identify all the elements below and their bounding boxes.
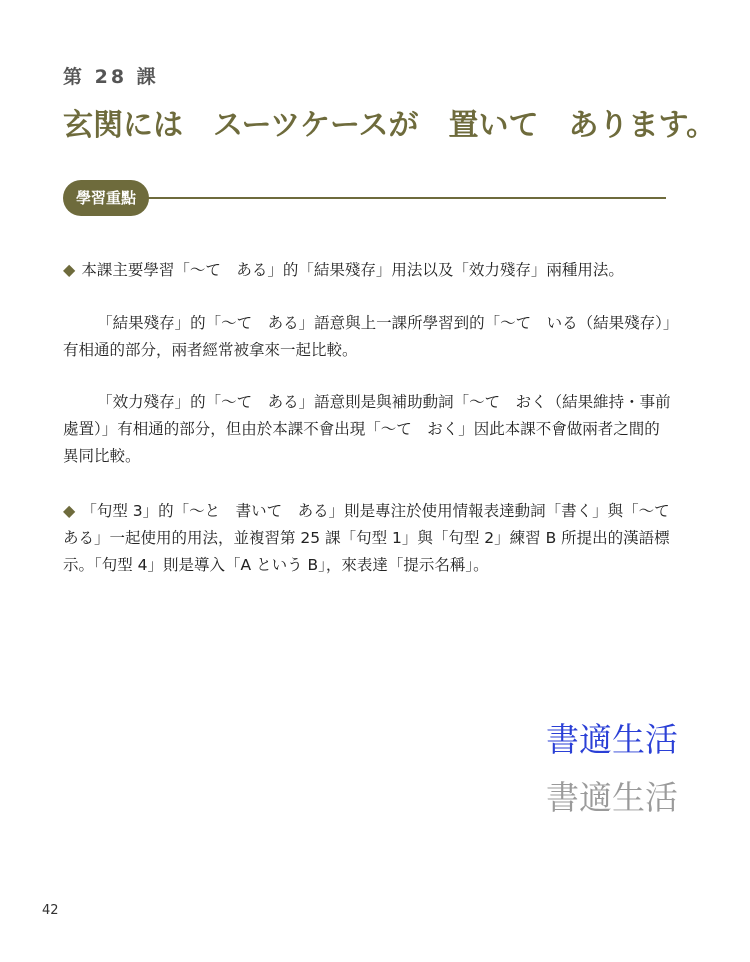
- paragraph-4: [63, 497, 686, 579]
- paragraph-2: [63, 310, 673, 364]
- lesson-title: 玄関には スーツケースが 置いて あります。: [63, 108, 717, 143]
- paragraph-text: 「效力殘存」的「〜て ある」語意則是與補助動詞「〜て おく（結果維持・事前處置）」有相通的部分，但由於本課不會出現「〜て おく」因此本課不會做兩者之間的異同比較。: [63, 393, 671, 465]
- lesson-number: 第 28 課: [63, 66, 159, 88]
- section-header: [63, 180, 666, 216]
- paragraph-text: 「結果殘存」的「〜て ある」語意與上一課所學習到的「〜て いる（結果殘存）」有相通的部分，兩者經常被拿來一起比較。: [63, 314, 671, 359]
- paragraph-text: 本課主要學習「〜て ある」的「結果殘存」用法以及「效力殘存」兩種用法。: [81, 261, 624, 279]
- diamond-bullet-icon: ◆: [63, 501, 76, 520]
- paragraph-3: [63, 389, 673, 470]
- diamond-bullet-icon: ◆: [63, 260, 76, 279]
- page-number: 42: [42, 903, 59, 918]
- watermark-gray: 書適生活: [546, 778, 678, 817]
- watermark-blue: 書適生活: [546, 720, 678, 759]
- paragraph-text: 「句型 3」的「〜と 書いて ある」則是專注於使用情報表達動詞「書く」與「〜て ある」一起使用的用法，並複習第 25 課「句型 1」與「句型 2」練習 B 所提出的漢語標示。「句型 4」則是導入「A という B」，來表達「提示名稱」。: [63, 502, 686, 574]
- section-divider: [143, 197, 666, 199]
- paragraph-1: [63, 256, 673, 284]
- section-label: 學習重點: [63, 180, 149, 216]
